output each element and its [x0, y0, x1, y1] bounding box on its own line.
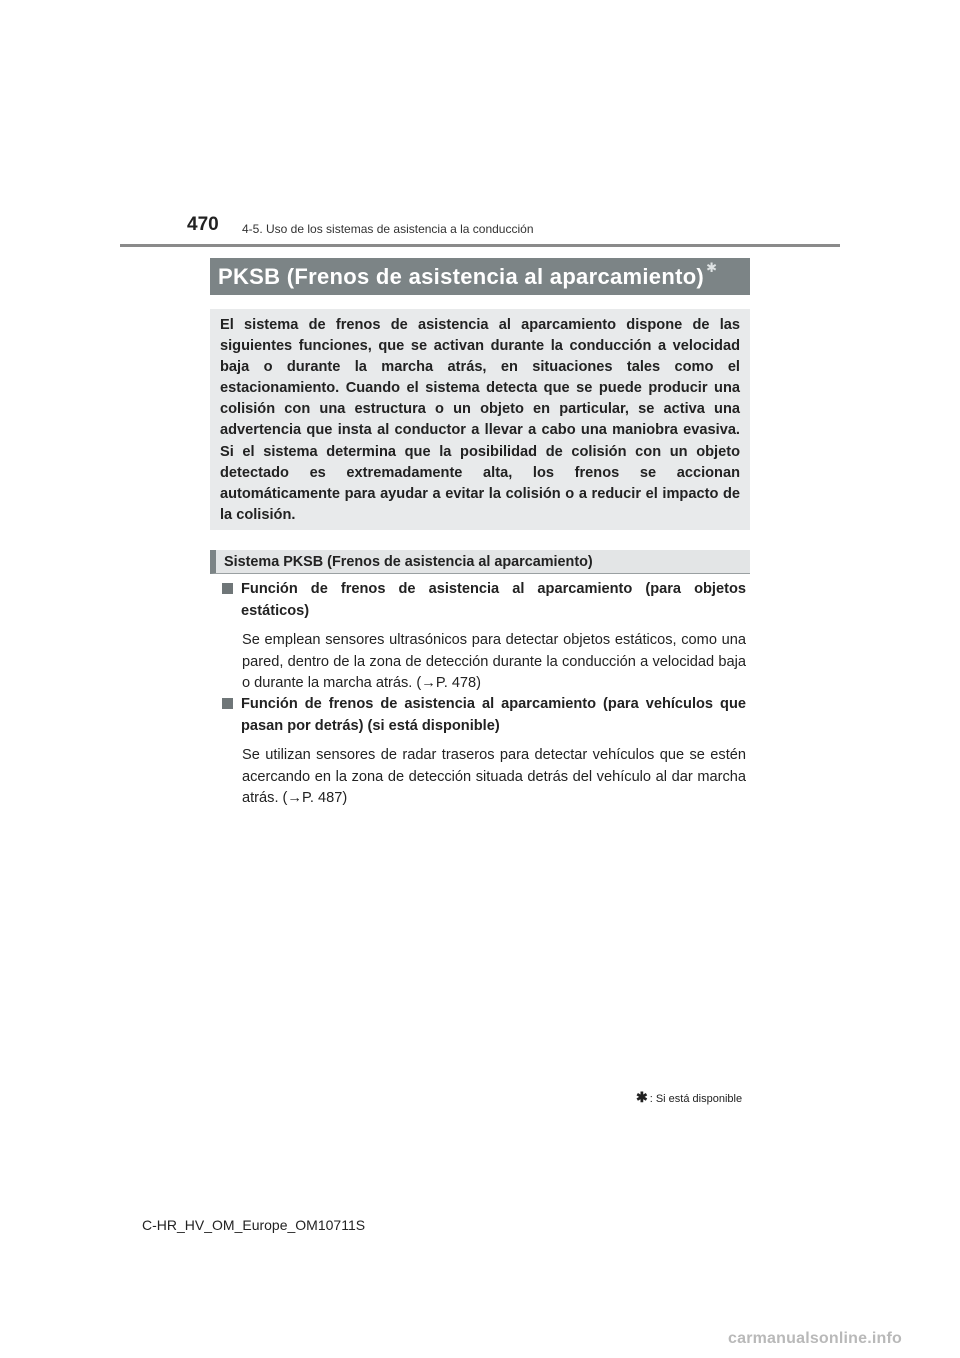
item-body: Se emplean sensores ultrasónicos para detectar objetos estáticos, como una pared, dentro de la zona de detección durante la conducción a velocidad baja o durante la marcha atrás. (→P. 478)	[242, 632, 746, 691]
footnote	[636, 1089, 742, 1106]
square-bullet-icon	[222, 583, 233, 594]
section-breadcrumb: 4-5. Uso de los sistemas de asistencia a la conducción	[242, 222, 534, 236]
subheading: Sistema PKSB (Frenos de asistencia al aparcamiento)	[224, 553, 593, 570]
item-title: Función de frenos de asistencia al aparcamiento (para vehículos que pasan por detrás) (si está disponible)	[241, 696, 746, 734]
section-title: PKSB (Frenos de asistencia al aparcamiento)	[218, 263, 705, 289]
page-number: 470	[187, 214, 219, 235]
watermark: carmanualsonline.info	[728, 1330, 903, 1347]
asterisk-icon: ✱	[636, 1089, 648, 1105]
item-title: Función de frenos de asistencia al aparcamiento (para objetos estáticos)	[241, 581, 746, 619]
intro-box	[210, 309, 750, 530]
footnote-text: : Si está disponible	[649, 1093, 743, 1105]
list-item	[222, 694, 746, 810]
intro-paragraph: El sistema de frenos de asistencia al aparcamiento dispone de las siguientes funciones, que se activan durante la conducción a velocidad baja o durante la marcha atrás, en situaciones tales como el estacionamiento. Cuando el sistema detecta que se puede producir una colisión con una estructura o un objeto en particular, se activa una advertencia que insta al conductor a llevar a cabo una maniobra evasiva. Si el sistema determina que la posibilidad de colisión con un objeto detectado es extremadamente alta, los frenos se accionan automáticamente para ayudar a evitar la colisión o a reducir el impacto de la colisión.	[220, 317, 740, 523]
item-body: Se utilizan sensores de radar traseros para detectar vehículos que se estén acercando en la zona de detección situada detrás del vehículo al dar marcha atrás. (→P. 487)	[242, 747, 746, 806]
document-code: C-HR_HV_OM_Europe_OM10711S	[142, 1217, 366, 1233]
square-bullet-icon	[222, 698, 233, 709]
subheading-bar	[210, 550, 750, 574]
header-divider	[120, 244, 840, 247]
availability-asterisk-icon: ✱	[706, 259, 717, 275]
list-item	[222, 579, 746, 695]
section-title-bar	[210, 258, 750, 295]
